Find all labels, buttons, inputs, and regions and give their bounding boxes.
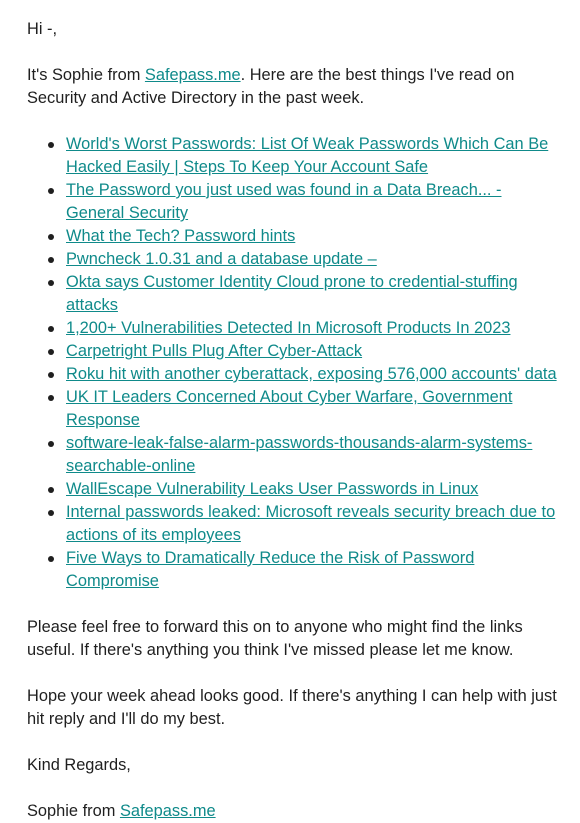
closing-paragraph: Hope your week ahead looks good. If there's anything I can help with just hit reply and I'll do my best. (27, 687, 557, 728)
forward-paragraph: Please feel free to forward this on to anyone who might find the links useful. If there's anything you think I've missed please let me know. (27, 618, 523, 659)
list-item (66, 133, 557, 179)
intro-suffix: . Here are the best things I've read on Security and Active Directory in the past week. (27, 66, 515, 107)
list-item (66, 225, 557, 248)
bullet-icon (48, 257, 54, 263)
signature-safepass-link[interactable]: Safepass.me (119, 802, 216, 820)
intro-paragraph (27, 64, 557, 110)
bullet-icon (48, 142, 54, 148)
article-link[interactable]: The Password you just used was found in a Data Breach... - General Security (66, 181, 502, 222)
list-item (66, 547, 557, 593)
bullet-icon (48, 556, 54, 562)
signature (27, 800, 557, 823)
list-item (66, 432, 557, 478)
article-link[interactable]: 1,200+ Vulnerabilities Detected In Microsoft Products In 2023 (66, 319, 511, 337)
article-link[interactable]: UK IT Leaders Concerned About Cyber Warfare, Government Response (66, 388, 513, 429)
bullet-icon (48, 510, 54, 516)
list-item (66, 478, 557, 501)
list-item (66, 317, 557, 340)
article-link[interactable]: World's Worst Passwords: List Of Weak Passwords Which Can Be Hacked Easily | Steps To Keep Your Account Safe (66, 135, 549, 176)
signature-prefix: Sophie from (27, 802, 120, 820)
list-item (66, 248, 557, 271)
sign-off: Kind Regards, (27, 756, 131, 774)
bullet-icon (48, 487, 54, 493)
list-item (66, 386, 557, 432)
article-link[interactable]: Roku hit with another cyberattack, exposing 576,000 accounts' data (66, 365, 557, 383)
list-item (66, 179, 557, 225)
bullet-icon (48, 188, 54, 194)
article-link[interactable]: WallEscape Vulnerability Leaks User Passwords in Linux (66, 480, 479, 498)
article-link[interactable]: Carpetright Pulls Plug After Cyber-Attack (66, 342, 363, 360)
article-link[interactable]: Okta says Customer Identity Cloud prone to credential-stuffing attacks (66, 273, 518, 314)
list-item (66, 363, 557, 386)
article-link-list (27, 133, 557, 593)
bullet-icon (48, 349, 54, 355)
article-link[interactable]: Pwncheck 1.0.31 and a database update – (66, 250, 377, 268)
bullet-icon (48, 395, 54, 401)
list-item (66, 340, 557, 363)
bullet-icon (48, 326, 54, 332)
list-item (66, 271, 557, 317)
article-link[interactable]: Internal passwords leaked: Microsoft reveals security breach due to actions of its employees (66, 503, 556, 544)
list-item (66, 501, 557, 547)
bullet-icon (48, 280, 54, 286)
article-link[interactable]: Five Ways to Dramatically Reduce the Risk of Password Compromise (66, 549, 475, 590)
intro-prefix: It's Sophie from (27, 66, 145, 84)
bullet-icon (48, 372, 54, 378)
article-link[interactable]: software-leak-false-alarm-passwords-thousands-alarm-systems-searchable-online (66, 434, 533, 475)
greeting: Hi -, (27, 20, 58, 38)
bullet-icon (48, 441, 54, 447)
bullet-icon (48, 234, 54, 240)
safepass-link[interactable]: Safepass.me (144, 66, 241, 84)
article-link[interactable]: What the Tech? Password hints (66, 227, 296, 245)
